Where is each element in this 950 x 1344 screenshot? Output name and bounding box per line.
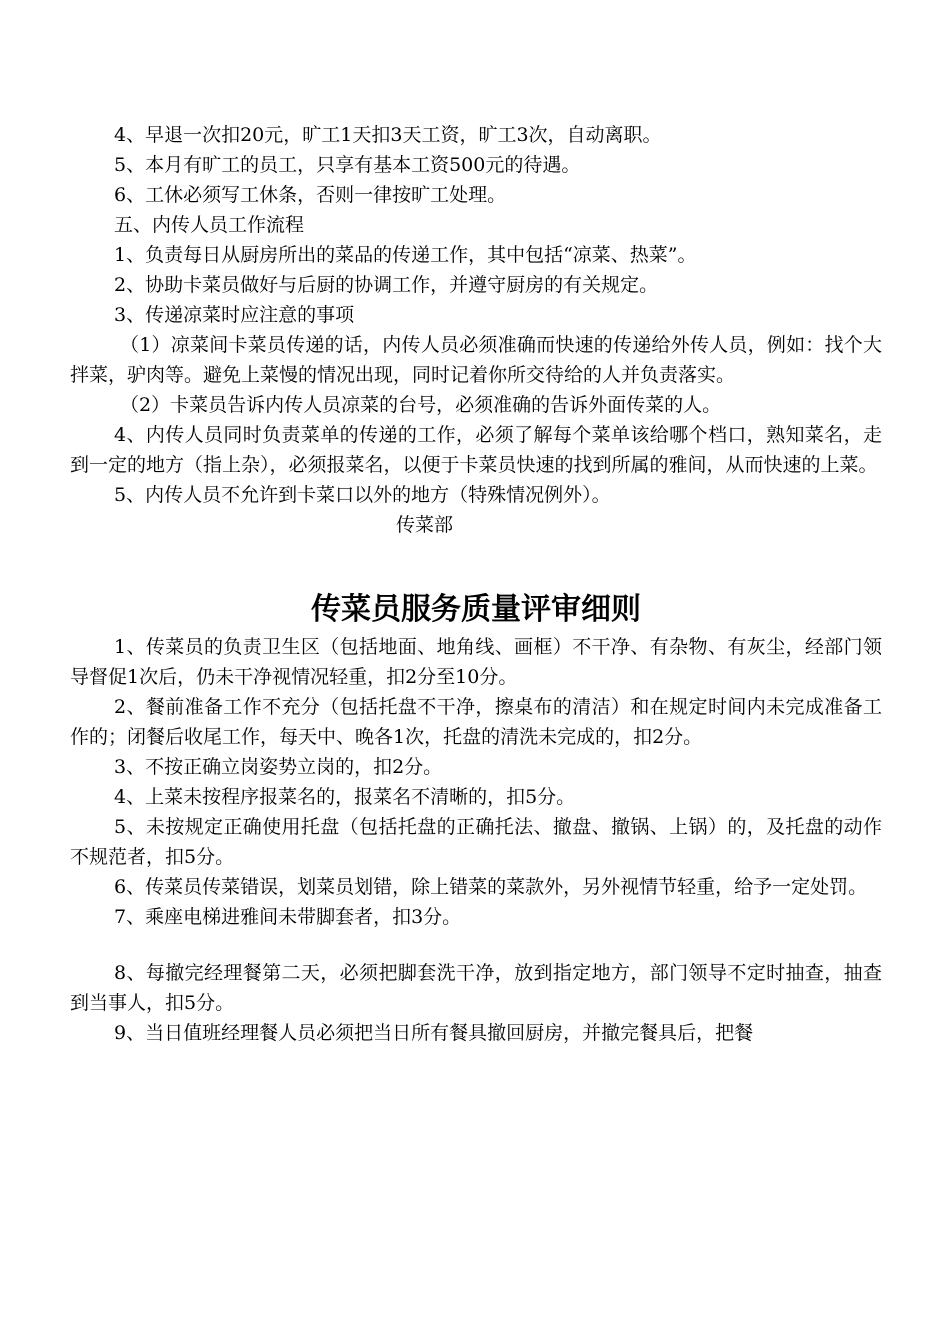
paragraph: 3、传递凉菜时应注意的事项 <box>114 304 355 326</box>
rule-item: 1、传菜员的负责卫生区（包括地面、地角线、画框）不干净、有杂物、有灰尘，经部门领导督促1次后，仍未干净视情况轻重，扣2分至10分。 <box>70 636 882 688</box>
document-title: 传菜员服务质量评审细则 <box>311 592 641 627</box>
blank-line <box>70 932 882 958</box>
section-heading: 五、内传人员工作流程 <box>114 214 305 236</box>
signature: 传菜部 <box>396 514 454 536</box>
paragraph: （2）卡菜员告诉内传人员凉菜的台号，必须准确的告诉外面传菜的人。 <box>120 394 722 416</box>
paragraph: 5、内传人员不允许到卡菜口以外的地方（特殊情况例外）。 <box>114 484 611 506</box>
paragraph: 4、内传人员同时负责菜单的传递的工作，必须了解每个菜单该给哪个档口，熟知菜名，走到一定的地方（指上杂），必须报菜名，以便于卡菜员快速的找到所属的雅间，从而快速的上菜。 <box>70 424 882 476</box>
document-page <box>70 120 882 1048</box>
paragraph: 4、早退一次扣20元，旷工1天扣3天工资，旷工3次，自动离职。 <box>114 124 662 146</box>
paragraph: （1）凉菜间卡菜员传递的话，内传人员必须准确而快速的传递给外传人员，例如：找个大拌菜，驴肉等。避免上菜慢的情况出现，同时记着你所交待给的人并负责落实。 <box>70 334 882 386</box>
paragraph: 5、本月有旷工的员工，只享有基本工资500元的待遇。 <box>114 154 581 176</box>
rule-item: 6、传菜员传菜错误，划菜员划错，除上错菜的菜款外，另外视情节轻重，给予一定处罚。 <box>114 876 868 898</box>
rule-item: 8、每撤完经理餐第二天，必须把脚套洗干净，放到指定地方，部门领导不定时抽查，抽查到当事人，扣5分。 <box>70 962 882 1014</box>
paragraph: 2、协助卡菜员做好与后厨的协调工作，并遵守厨房的有关规定。 <box>114 274 659 296</box>
rule-item: 3、不按正确立岗姿势立岗的，扣2分。 <box>114 756 443 778</box>
rule-item: 5、未按规定正确使用托盘（包括托盘的正确托法、撤盘、撤锅、上锅）的，及托盘的动作不规范者，扣5分。 <box>70 816 882 868</box>
rule-item: 4、上菜未按程序报菜名的，报菜名不清晰的，扣5分。 <box>114 786 576 808</box>
paragraph: 1、负责每日从厨房所出的菜品的传递工作，其中包括“凉菜、热菜”。 <box>114 244 697 266</box>
rule-item: 2、餐前准备工作不充分（包括托盘不干净，擦桌布的清洁）和在规定时间内未完成准备工作的；闭餐后收尾工作，每天中、晚各1次，托盘的清洗未完成的，扣2分。 <box>70 696 882 748</box>
rule-item: 9、当日值班经理餐人员必须把当日所有餐具撤回厨房，并撤完餐具后，把餐 <box>114 1022 754 1044</box>
rule-item: 7、乘座电梯进雅间未带脚套者，扣3分。 <box>114 906 462 928</box>
paragraph: 6、工休必须写工休条，否则一律按旷工处理。 <box>114 184 507 206</box>
